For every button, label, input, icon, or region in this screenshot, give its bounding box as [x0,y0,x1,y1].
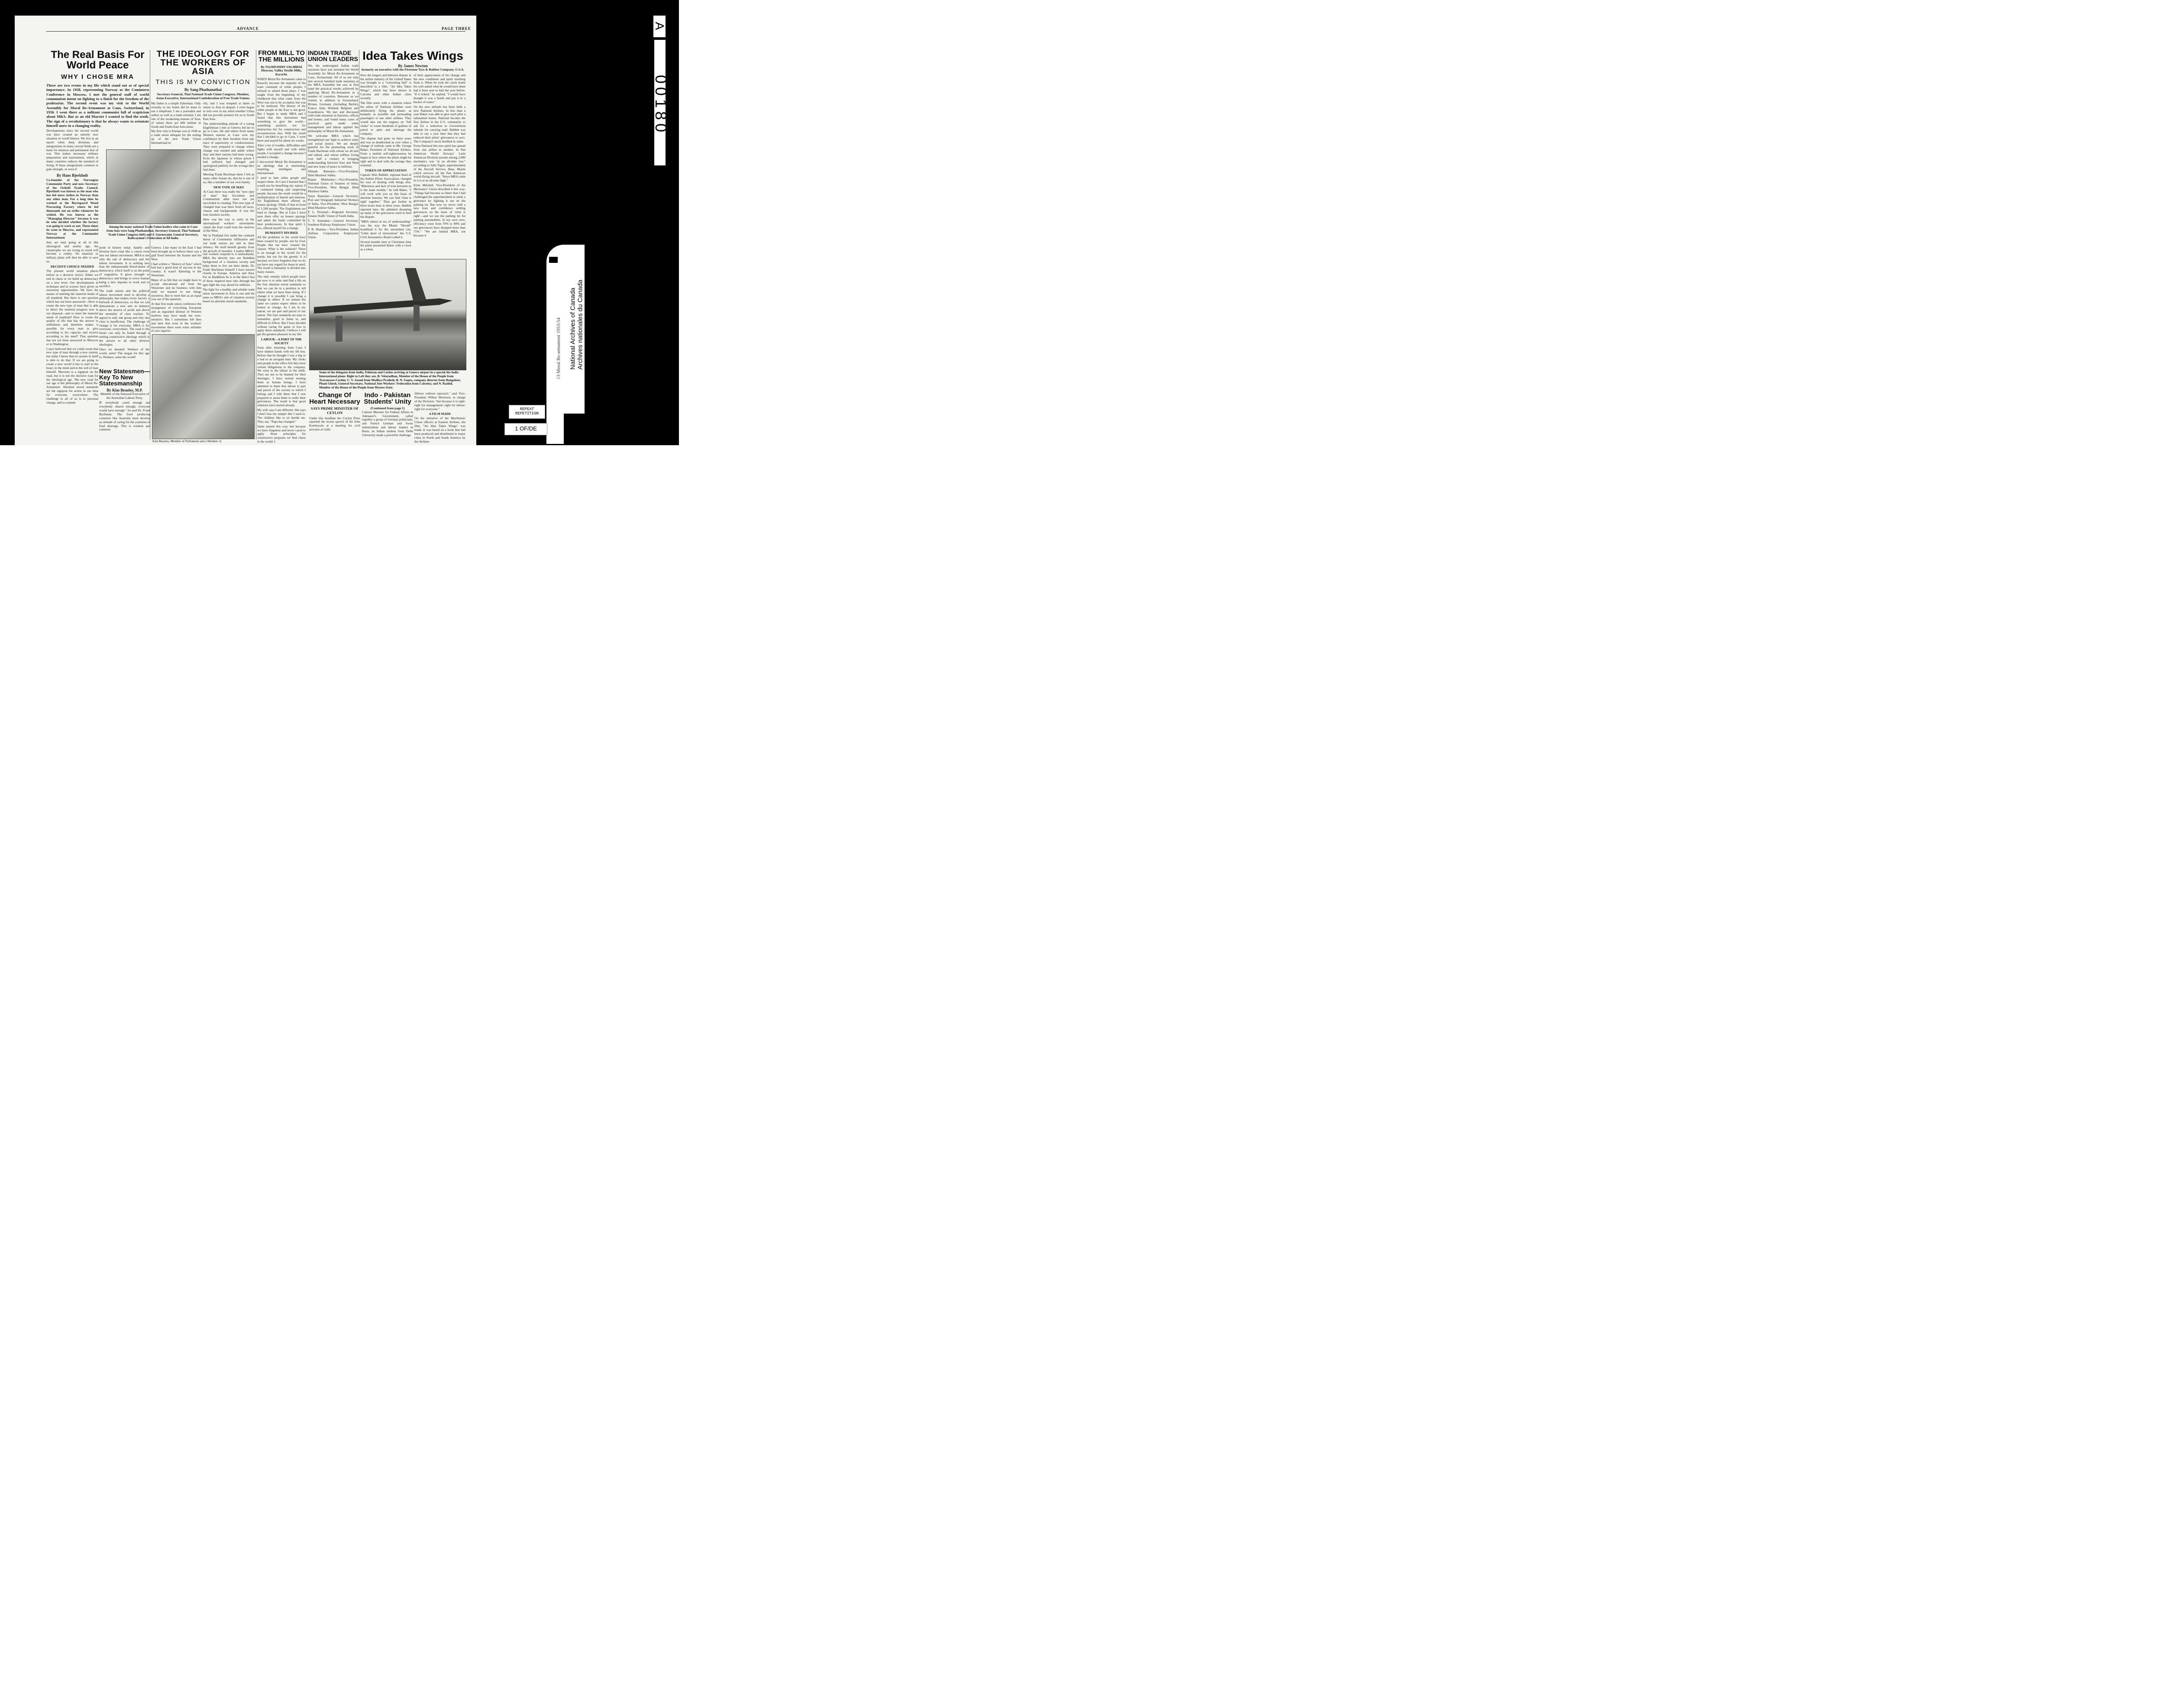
body-paragraph: Our workers respond to it immediately. MRA fits directly into our Buddhist background of a classless society and helps them to live out their ideals. Dr. Frank Buchman himself I have known closely in Europe, America and Asia. For us Buddhists he is in the direct line of those inspired men who through the ages light the way ahead for millions. [203,252,255,287]
body-paragraph: Islam started this way, but because we have forgotten and never cared to apply those principles for constructive purposes we find chaos in the world. I [257,424,306,444]
author-bio: Secretary-General, Thai National Trade Union Congress. Member, Asian Executive, International Confederation of Free Trade Unions. [156,92,250,100]
signatory: Sibnath Banerjee:—Vice-President, Hind Mazdoor Sabha. [308,169,359,177]
subhead-humanity: HUMANITY DIVIDED [265,231,298,235]
reel-number-label [652,40,670,165]
article-idea-wings [360,50,465,258]
headline-mill: FROM MILL TO THE MILLIONS [258,50,305,63]
body-paragraph: After a lot of trouble, difficulties and fights with myself and with white people, I accepted a change because I needed a change. [257,143,306,159]
body-paragraph: Many of us felt that we might have to accept educational aid from the Westerner and do business with him until we learned to run things ourselves. But to meet him as an equal was out of the question. [151,278,201,301]
article-real-basis-continued [99,246,149,367]
archive-tab-letter [653,16,666,37]
collection-label: 13 Moral Re-armament 1953-54 [556,317,561,379]
photo-kim-beazley [152,334,255,439]
signatory: T. V. Anandam:—General Secretary, Southern Railway Employees' Union. [308,219,359,226]
body-paragraph: they are kept going at all in this ideological and atomic age, the catastrophe we are trying to avoid will become a reality. No material or military plans will then be able to save us. [46,240,98,264]
article-mill-millions [257,50,306,444]
article-indian-trade-union [308,50,359,258]
archive-tab-letter-text: A [653,22,666,30]
author-bio: formerly an executive with the Firestone Tyre & Rubber Company, U.S.A. [361,68,465,71]
article-new-statesmen [99,368,150,444]
body-paragraph: Cabinet Minister for Federal Affairs in Adenauer's Government, called together a group of German politicians, and French German and Swiss industrialists and labour leaders in Bonn, an Indian student from Delhi University made a powerful challenge [362,410,413,437]
body-paragraph: WHEN Moral Re-Armament came to Karachi, because the majority of the team consisted of white people, I refused to attend those plays. I was taught from the beginning of my childhood that what came from the West was not to be accepted, but was to be analysed. The history of the white people in the East is not good. But I began to study MRA and I found that this movement had something to give the world—something positive, not for destruction but for construction and reconstruction also. With the result that I decided to go to Caux. I went there and stayed for about six weeks. [257,77,306,143]
body-paragraph: Several months later at Christmas time the pilots presented Baker with a clock as a token [360,239,411,252]
headline-idea-wings: Idea Takes Wings [362,50,463,62]
microfilm-frame [0,0,679,445]
byline-valibhai: By NAJMUDDIN VALIBHAI [261,65,302,69]
reel-number-text: 00180 [652,74,670,136]
subhead-decisive-choice: DECISIVE CHOICE NEEDED [50,265,94,268]
body-paragraph: IF everybody cared enough and everybody shared enough, everyone would have enough." So said Dr. Frank Buchman. The food producing countries like Australia must develop an attitude of caring for the countries of food shortage. This is wisdom and common [99,401,150,432]
body-paragraph: Captain Slim Babbitt, regional head of the Airline Pilots' Association, changed his way of dealing with things also. "Bitterness and lack of trust between us is the main trouble," he told Baker. "I will work with you on this basis of absolute honesty. We can find 'what is right' together." They got further in three hours than in three years, Babbitt reported later. He admitted dreaming up many of the grievances used to feed the dispute. [360,172,411,219]
headline-ideology: THE IDEOLOGY FOR THE WORKERS OF ASIA [156,49,250,76]
repetition-text: REPETITION [515,411,539,416]
subhead-film-made: A FILM MADE [429,412,451,416]
airplane-icon [310,259,466,370]
body-paragraph: rity, and I was tempted at times to return to Asia in despair. I even began to turn over in my mind whether China did not provide pointers for us in South East Asia. [203,101,254,121]
body-paragraph: We welcome MRA which has strengthened our fight to achieve unity and social justice. We are deeply grateful for the pioneering work of Frank Buchman with whom we all met and talked, and whose selfless living over half a century is bringing understanding between East and West and new hope of peace to millions. [308,133,359,168]
body-paragraph: On the new attitude has been built a new National Airlines. In less than a year Baker was able to give each pilot a substantial bonus. National became the first Airline in the U.S. voluntarily to ask for a reduction in Government subsidy for carrying mail. Babbitt was able to say a year later that they had reduced their pilots' grievances to zero. The Company's stock doubled in value. [414,104,465,143]
body-paragraph: The understanding attitude of a young Englishman I met at Geneva led me to go to Caux. He and others from many Western nations at Caux won my confidence by their freedom from any trace of superiority or condescension. They were prepared to change where change was needed and admit where they and their nations had been wrong. Even the Japanese in whose prison I had suffered had changed and apologized publicly for the wrongs they had done. [203,121,255,172]
repeat-label [509,405,545,419]
article-change-of-heart [309,392,360,444]
repeat-text: REPEAT [520,407,534,411]
signatory: P. L. Perumal:—Regional Secretary, Estates Staffs' Union of South India. [308,210,359,218]
body-paragraph: Meeting Frank Buchman there I felt as many other Asians do, that he is one of us, like a member of our own family. [203,172,254,184]
byline-newton: By James Newton [398,64,428,68]
body-paragraph: We, the undersigned Indian trade unionists have just attended the World Assembly for Moral Re-Armament at Caux, Switzerland. All of us not only met several hundred trade unionists at the MRA Assembly but saw at first hand the practical results achieved by applying Moral Re-Armament in a number of countries. Between us we visited, in addition to Switzerland, Britain, Germany (including Berlin), France, Italy, Holland, Belgium and Scandinavia. We met and discussed with trade unionists in factories, offices and homes, and found many cases of practical gains made when management and labour applied the philosophy of Moral Re-Armament. [308,64,359,133]
headline-real-basis: The Real Basis For World Peace [51,49,145,71]
body-paragraph: The present world situation places before us a decisive choice. Either we end in chaos or we build up democracy on a new level. Our developments in technique and in science have given us enormous opportunities. We have the means of meeting the material needs of all mankind. But there is one question which has not been answered:—How to create the new type of man that is able to direct the material progress now at our disposal—and so meet the material needs of mankind? How to create the quality of life that has the answer to selfishness and therefore makes it possible for every man to give according to his capacity and receive according to his need? That question has not yet been answered in Moscow or in Washington. [46,269,98,346]
photo-caption-airport: Some of the delegates from India, Pakistan and Ceylon arriving at Geneva airport in a special Air-India International plane. Right to Left they are, R. Velayudhan, Member of the House of the People from Travancore-Cochin; C. V. Jasani from Madhya Pradesh; B. N. Gupta, company director from Bangalore; Phani Ghosh, General Secretary, National Jute Workers' Federation from Calcutta; and N. Rashid, Member of the House of the People from Mysore State. [319,370,461,389]
continued-note: (Continued from page 1) [370,406,405,410]
headline-indo-pakistan: Indo - Pakistan Students' Unity [364,392,411,405]
subhead-token: TOKEN OF APPRECIATION [365,168,407,172]
photo-geneva-airport [309,259,466,370]
article-ideology-continued-2 [151,246,201,333]
body-paragraph: The dispute had gone on three years and was as deadlocked as ever when a change of outlook came to Mr. George Baker, President of National Airlines. From a mulish self-righteousness he began to face where the pilots might be right and to deal with the wrongs they resented. [360,136,411,167]
photo-caption-beazley: Kim Beazley, Member of Parliament and a Member of [152,439,222,443]
body-paragraph: Geneva. Like many in the East I had been brought up to believe there was a gulf fixed between the Asians and the West. [151,246,201,261]
body-paragraph: Under this headline the Ceylon Press reported the recent speech of Sir John Kotelawala at a meeting for civil servants at Galle [309,416,360,432]
body-paragraph: How the longest and bitterest dispute in the airline industry of the United States was brought to a "screeching halt" is described in a film, "An Idea Takes Wings", which has been shown in Calcutta and other Indian cities recently. [360,73,411,100]
fold-marker-icon [549,257,558,263]
body-paragraph: My first visit to Europe was in 1949 as a trade union delegate for the setting up of the new Trade Union International in [151,129,201,145]
body-paragraph: The film starts with a situation where the pilots of National Airlines were deliberately flying the planes as bumpily as possible and persuading passengers to use other airlines. They would also run the engines on "full choke" to waste hundreds of gallons of petrol to spite and sabotage the company. [360,100,411,136]
subhead-prime-minister: SAYS PRIME MINISTER OF CEYLON [310,406,359,415]
film-border-left [0,0,15,445]
body-paragraph: At that first trade union conference the strangeness of everything European and an ingrained distrust of Western motives may have made me over-sensitive. But I sometimes felt then and later that even in the workers' movements there were some attitudes of race superio- [151,302,201,333]
headline-indian-trade: INDIAN TRADE UNION LEADERS [308,50,358,62]
byline-beazley: By Kim Beazley, M.P. [107,388,143,392]
article-indo-pakistan [362,392,413,444]
page-number: PAGE THREE [442,26,471,31]
signatory: Rajani Mukherjee:—Vice-President, National Union of Seamen of India, Vice-President, West Bengal, Hind Mazdoor Sabha. [308,178,359,193]
subhead-new-type: NEW TYPE OF MAN [213,185,244,189]
body-paragraph: From National this new spirit has spread from one airline to another. In Pan American World Airways' Latin American Division morale among 2,800 mechanics was "at an all-time low," according to John Tigert, superintendent of the Aircraft Service, Base, Miami which services all the Pan American world-flying aircraft. "Since MRA came in it is at an all-time high." [414,144,465,183]
article-idea-wings-continued [414,392,465,444]
body-paragraph: "MRA ushers in era of understanding" was the way the Miami "Herald" headlined it for the astonished city. "Little short of miraculous" the U.S. Civil Aeronautics Board called it. [360,220,411,239]
author-bio: Member of the National Executive of the Australian Labour Party. [100,392,149,400]
signatory: Satya Banerjee:—General Secretary, Post and Telegraph Industrial Workers of India, Vice-President, West Bengal, Hind Mazdoor Sabha. [308,194,359,210]
author-bio: Co-founder of the Norwegian Communist Party and now Secretary of the Ostfold Trades Council. Bjerkholt was known as the man who has led more strikes in Norway than any other man. For a long time he worked at the Borregaard Wood Processing Factory where he led thousands out on strike whenever he wished. He was known as the "Managing Director" because it was he who decided whether the factory was going to work or not. Three times he went to Moscow, and represented Norway at the Communist International. [46,178,98,239]
intro-paragraph: There are two events in my life which stand out as of special importance. In 1928, representing Norway at the Comintern Conference in Moscow, I met the general staff of world communism intent on fighting to a finish for the freedom of the proletariat. The second event was my visit to the World Assembly for Moral Re-Armament at Caux, Switzerland, in 1950. I went there as a militant communist full of scepticism about MRA. But as an old Marxist I wanted to find the truth. The sign of a revolutionary is that he always wants to orientate himself anew in a changing reality. [46,83,149,128]
subhead-labour: LABOUR—A PART OF THE SOCIETY [261,337,302,346]
headline-change-heart: Change Of Heart Necessary [309,392,360,405]
body-paragraph: All the problems in the world have been created by people, not by God. People like me have created the classes. What is the solution? There is an enough in the world for the needy, but not for the greedy. It is because we have forgotten that we do not have any regard for those in need. The result is humanity is divided into many classes. [257,235,306,274]
body-paragraph: Soon after returning from Caux I have shaken hands with my lift boy. Before that he thought I was a big or a bad or an arrogant man. My clerks and people in the office felt they have certain obligations to the company. We went to the labour in the mills. They are not to be blamed for their shortages. I have started treating them as human beings. I have admitted to them that labour is part and parcel of the society to which I belong and I told them that I was prepared to assist them to settle their grievances. The result is that good relations have started already. [257,346,306,408]
byline-bjerkholt: By Hans Bjerkholt [56,173,88,178]
body-paragraph: At Caux there was really the "new type of man" that Socialism and Communism alike have not yet succeeded in creating. This new type of changed man was there from all races, classes and backgrounds. It was the true classless society. [203,189,254,217]
body-paragraph: On the initiative of the Machinists' Union officers at Eastern Airlines, the film, "An Idea Takes Wings" was made. It was based on a book that had been produced and distributed to major cities in North and South America by the Airlines [414,416,465,443]
body-paragraph: I used to hate white people and suspect them. At Caux I learned that I would not be benefiting my nation if I continued hating and suspecting people, because the result would be a multiplication of hatred and mistrust. An Englishman there offered an honest apology. Think of that in front of 1,500 people. The Englishmen are hard to change. But at Caux I have seen them offer an honest apology and admit the faults committed by their predecessors. In that spirit I, too, offered myself for a change. [257,176,306,230]
body-paragraph: Ernie Mitchell, Vice-President of the Mechanics' Union described it this way: "Things had become so bitter that I had challenged the superintendent to settle a grievance by fighting it out on the parking lot. But now we move with a new trust and confidence settling grievances on the basis of 'what is right'—and we use the parking lot for parking automobiles. In my own crew, efficiency went from 70% to 90% and our grievances have dropped more than 75%." "We are behind MRA, not because it [414,183,465,237]
body-paragraph: I had written a "History of Asia" which had had a good deal of success in my country. It wasn't flattering to the Westerner. [151,262,201,278]
body-paragraph: We in Thailand live under the constant threat of Communist infiltration and our trade unions are still in their infancy. We shall benefit greatly from the growth of morality. I realise MRA's [203,233,254,252]
body-paragraph: point in history today. Apathy and division have crept like a cancer even into our labour movement. MRA is not only the salt of democracy and the labour movement. It is nothing less than the indispensable blood-donor of democracy, which itself is on the point of stagnation. It gives strength to democracy and brings to every human being a new impulse to work and to sacrifice. [99,246,149,288]
body-paragraph: The fight for a healthy and reliable trade union movement in Asia is one and the same as MRA's aim of classless society based on absolute moral standards. [203,287,255,303]
archive-label-lower [546,414,564,444]
signatory: P. B. Sharma:—Vice-President, Indian Airlines Corporation Employees' Union. [308,227,359,239]
author-bio: Director, Valika Textile Mills, Karachi. [261,68,302,76]
archive-name-english: National Archives of Canada [569,288,577,370]
photo-caption-trade-union: Among the many national Trade Union leaders who came to Caux from Asia were Sang Phathanothai, Secretary-General, Thai National Trade Union Congress (left) and S. Guruswami, General Secretary, Railwaymen's Federation of All India. [106,225,200,240]
body-paragraph: The only remedy which people have got now is to unite and find a life on the four absolute moral standards so that we can be in a position to tell others what we have been doing. If I change it is possible I can bring a change in others. If we remain the same we cannot expect others to be honest or change. As I am in my nation, we are part and parcel of our nation. The four standards are easy to remember, good to listen to, and difficult to follow. But I have decided without caring for gains or loss to apply these standards. I believe I will get the greatest pleasure in my life. [257,275,306,336]
subhead-conviction: THIS IS MY CONVICTION [155,78,251,86]
body-paragraph: Once we shouted: Workers of the world, unite! The slogan for this age is: Workers, unite the world! [99,347,149,359]
body-paragraph: Developments since the second world war have created an entirely new situation in world history. We live in an epoch when deep divisions and antagonisms in many crucial fields are a basis for mistrust and permanent fear of war. This makes necessary military preparation and rearmament, which in many countries reduces the standard of living. If these antagonisms continue to gain strength, or even if [46,129,98,171]
body-paragraph: of their appreciation of his change and the new conditions and spirit resulting from it. When he took the clock home his wife asked what he would have done had it been sent to him the year before. "If it ticked," he replied, "I would have thought it was a bomb and put it in a bucket of water." [414,73,465,104]
body-paragraph: My wife says I am different. She says I don't lose my temper like I used to. The children like to sit beside me. They say, "Papa has changed." [257,408,306,424]
body-paragraph: fellows without reproach," said Vice-President Wilbur Morrison, in charge of the Division, "but because it is right: right for management: right for labour: right for everyone." [414,392,465,411]
body-paragraph: Here was the way to unity in the international workers' movements where the East could trust the motives of the West. [203,217,254,233]
masthead-rule [46,31,465,32]
body-paragraph: I once believed that we could create that new type of man through a new system, but today I know that no system in itself is able to do that. If we are going to create a new world it has to start in the heart, in the mind and in the will of man himself. Marxism is a signpost on the road, but it is not the decisive road for the ideological age. The new road for our age is the philosophy of Moral Re-Armament. Absolute moral standards are the signpost for action in our time for everyone, everywhere. The challenge to all of us is to personal change, and to commit [46,346,98,404]
body-paragraph: The trade unions and the political labour movement need to develop a philosophy that makes every factory a bulwark of democracy, so that we can demonstrate a new aim in industry above the motive of profit and above the mentality of class warfare. To appeal to only one group and only one class is insufficient. The challenge of change is for everyone. MRA is for everyone, everywhere. The road to the future can only be found through a uniting constructive ideology which is the answer to all other divisive ideologies. [99,288,149,346]
article-ideology-continued [203,252,255,335]
headline-new-statesmen: New Statesmen—Key To New Statesmanship [99,368,150,387]
frame-count-label [504,423,547,435]
masthead-name: ADVANCE [237,26,259,31]
body-paragraph: My father is a simple fisherman. Only recently in my home did he learn to use a telephone. I am a journalist and author as well as a trade unionist. I am one of the awakening masses of Asia, of whom there are 600 million in South and South-East Asia alone. [151,101,201,129]
body-paragraph: I discovered Moral Re-Armament is an ideology that is interesting, inspiring, intelligent and international. [257,159,306,175]
archive-name-french: Archives nationales du Canada [576,279,584,370]
photo-trade-union-leaders [106,149,201,224]
frame-count-text: 1 OF/DE [515,425,537,432]
subhead-why-mra: WHY I CHOSE MRA [61,73,134,81]
byline-phathanothai: By Sang Phathanothai [184,87,222,92]
